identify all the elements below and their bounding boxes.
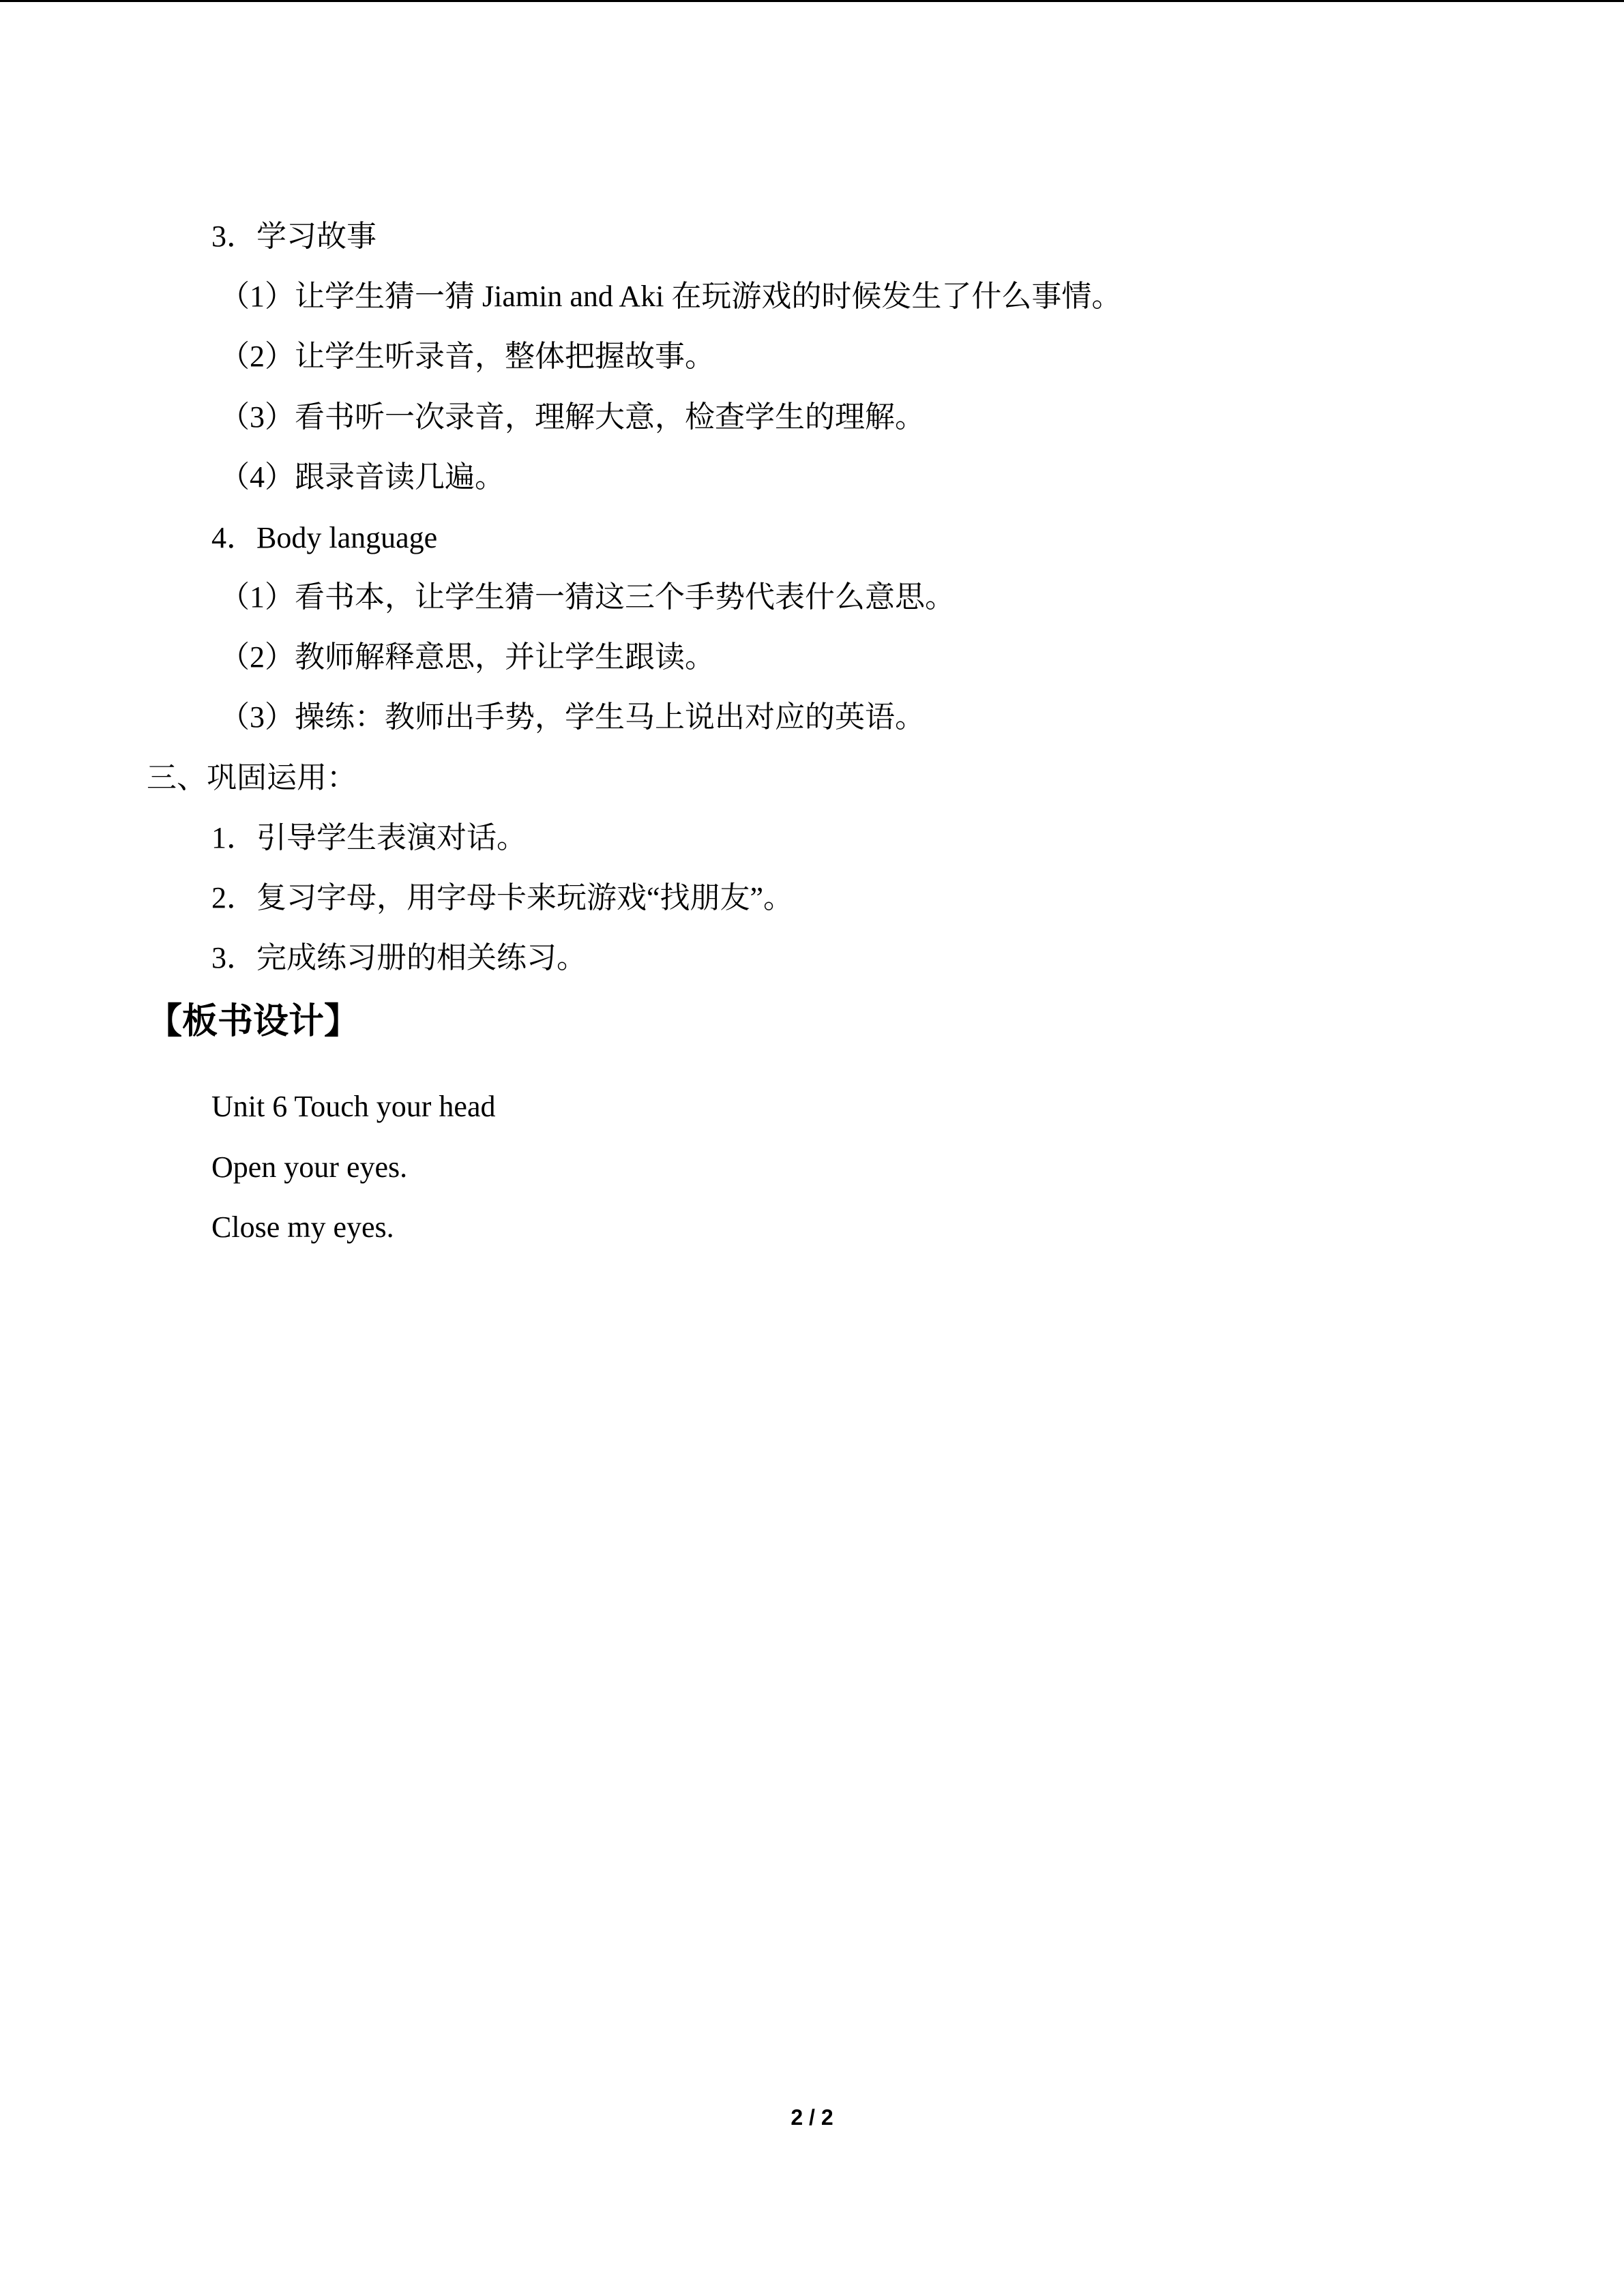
section3-title: 三、巩固运用： (147, 761, 357, 794)
story-step-1: （1）让学生猜一猜 Jiamin and Aki 在玩游戏的时候发生了什么事情。 (220, 280, 1122, 313)
board-line-unit-title: Unit 6 Touch your head (211, 1090, 496, 1123)
page-number: 2 / 2 (791, 2105, 833, 2130)
body-language-step-1: （1）看书本，让学生猜一猜这三个手势代表什么意思。 (220, 580, 955, 614)
board-design-heading: 【板书设计】 (147, 1001, 360, 1042)
board-line-close-eyes: Close my eyes. (211, 1210, 394, 1244)
story-step-4: （4）跟录音读几遍。 (220, 460, 505, 494)
story-step-3: （3）看书听一次录音，理解大意，检查学生的理解。 (220, 400, 925, 434)
section3-item-1: 1．引导学生表演对话。 (211, 821, 527, 854)
body-language-title: 4．Body language (211, 521, 438, 554)
story-step-2: （2）让学生听录音，整体把握故事。 (220, 340, 715, 373)
body-language-step-3: （3）操练：教师出手势，学生马上说出对应的英语。 (220, 700, 925, 734)
board-line-open-eyes: Open your eyes. (211, 1150, 408, 1184)
section3-item-2: 2．复习字母，用字母卡来玩游戏“找朋友”。 (211, 881, 794, 914)
story-title: 3．学习故事 (211, 220, 377, 253)
body-language-step-2: （2）教师解释意思，并让学生跟读。 (220, 640, 715, 674)
section3-item-3: 3．完成练习册的相关练习。 (211, 941, 587, 974)
